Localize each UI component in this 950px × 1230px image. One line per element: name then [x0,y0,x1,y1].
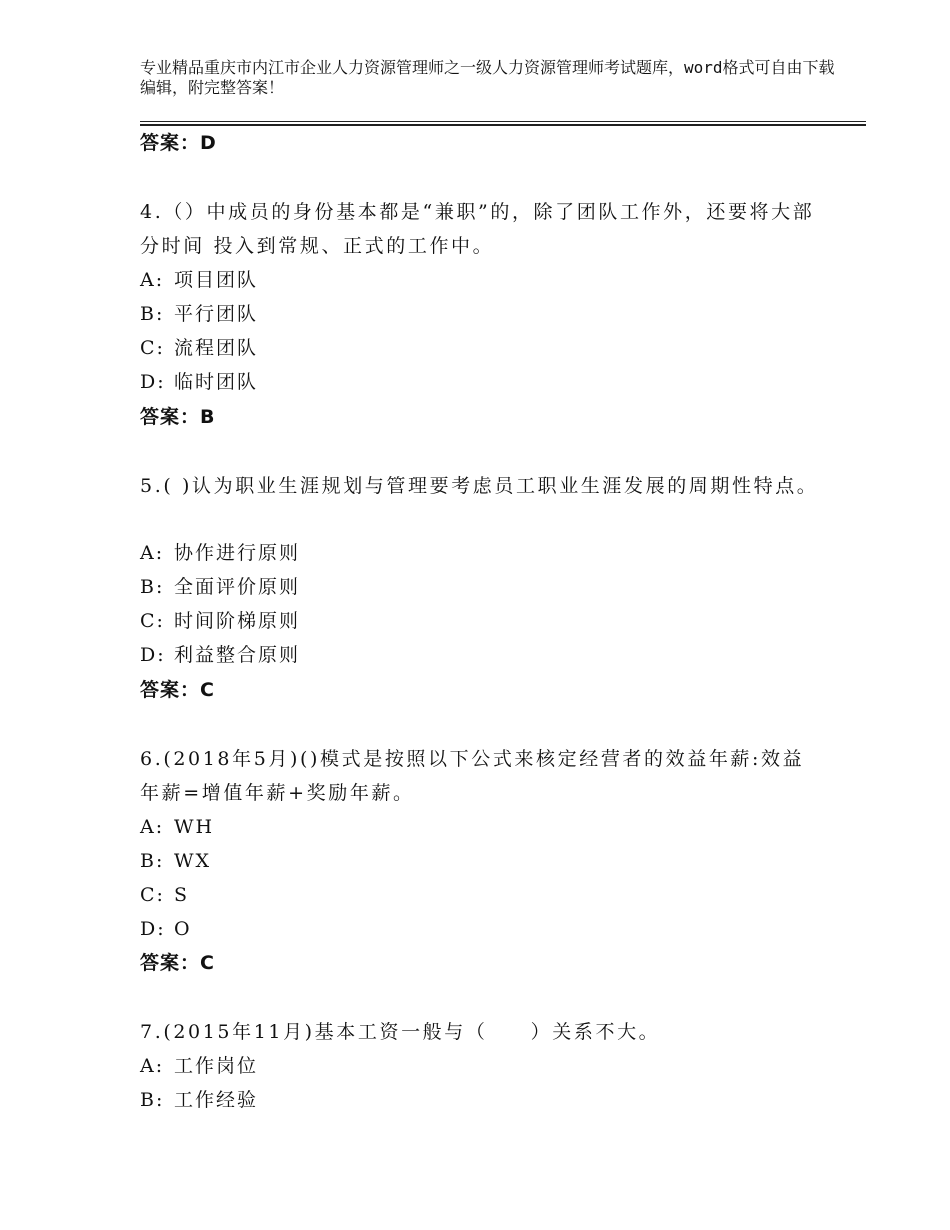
option-b [140,849,211,873]
option-letter: A: [140,816,165,838]
option-letter: B: [140,576,165,598]
option-c [140,883,189,907]
option-letter: D: [140,918,166,940]
answer-line: 答案：C [140,952,215,974]
option-text: WX [174,850,212,872]
option-letter: B: [140,850,165,872]
answer-line: 答案：D [140,132,217,154]
option-text: 协作进行原则 [174,542,301,564]
option-a [140,1054,258,1078]
option-b [140,302,258,326]
option-text: 项目团队 [174,269,259,291]
option-d [140,370,258,394]
option-letter: B: [140,303,165,325]
option-b [140,1088,258,1112]
header-divider [140,121,866,122]
option-letter: A: [140,1055,165,1077]
option-letter: A: [140,542,165,564]
option-d [140,643,300,667]
page-header: 专业精品重庆市内江市企业人力资源管理师之一级人力资源管理师考试题库，word格式可自由下载编辑，附完整答案！ [140,58,835,97]
option-letter: C: [140,337,165,359]
option-text: 流程团队 [174,337,259,359]
option-letter: D: [140,644,166,666]
option-text: O [174,918,192,940]
option-letter: C: [140,610,165,632]
option-text: 临时团队 [174,371,259,393]
option-a [140,268,258,292]
option-text: 全面评价原则 [174,576,301,598]
option-text: 时间阶梯原则 [174,610,301,632]
option-text: 工作岗位 [174,1055,259,1077]
option-b [140,575,300,599]
option-a [140,541,300,565]
option-letter: B: [140,1089,165,1111]
option-letter: C: [140,884,165,906]
question-text: 5.( )认为职业生涯规划与管理要考虑员工职业生涯发展的周期性特点。 [140,475,819,497]
option-d [140,917,192,941]
option-a [140,815,214,839]
option-letter: A: [140,269,165,291]
option-letter: D: [140,371,166,393]
option-text: WH [174,816,215,838]
question-text: 4.（）中成员的身份基本都是“兼职”的，除了团队工作外，还要将大部分时间 投入到常规、正式的工作中。 [140,201,815,257]
option-c [140,609,300,633]
option-text: S [174,884,190,906]
answer-line: 答案：C [140,679,215,701]
option-text: 利益整合原则 [174,644,301,666]
option-text: 平行团队 [174,303,259,325]
header-divider-thick [140,124,866,126]
option-c [140,336,258,360]
question-text: 6.(2018年5月)()模式是按照以下公式来核定经营者的效益年薪:效益年薪=增值年薪+奖励年薪。 [140,748,805,804]
answer-line: 答案：B [140,406,216,428]
question-text: 7.(2015年11月)基本工资一般与（ ）关系不大。 [140,1021,661,1043]
option-text: 工作经验 [174,1089,259,1111]
